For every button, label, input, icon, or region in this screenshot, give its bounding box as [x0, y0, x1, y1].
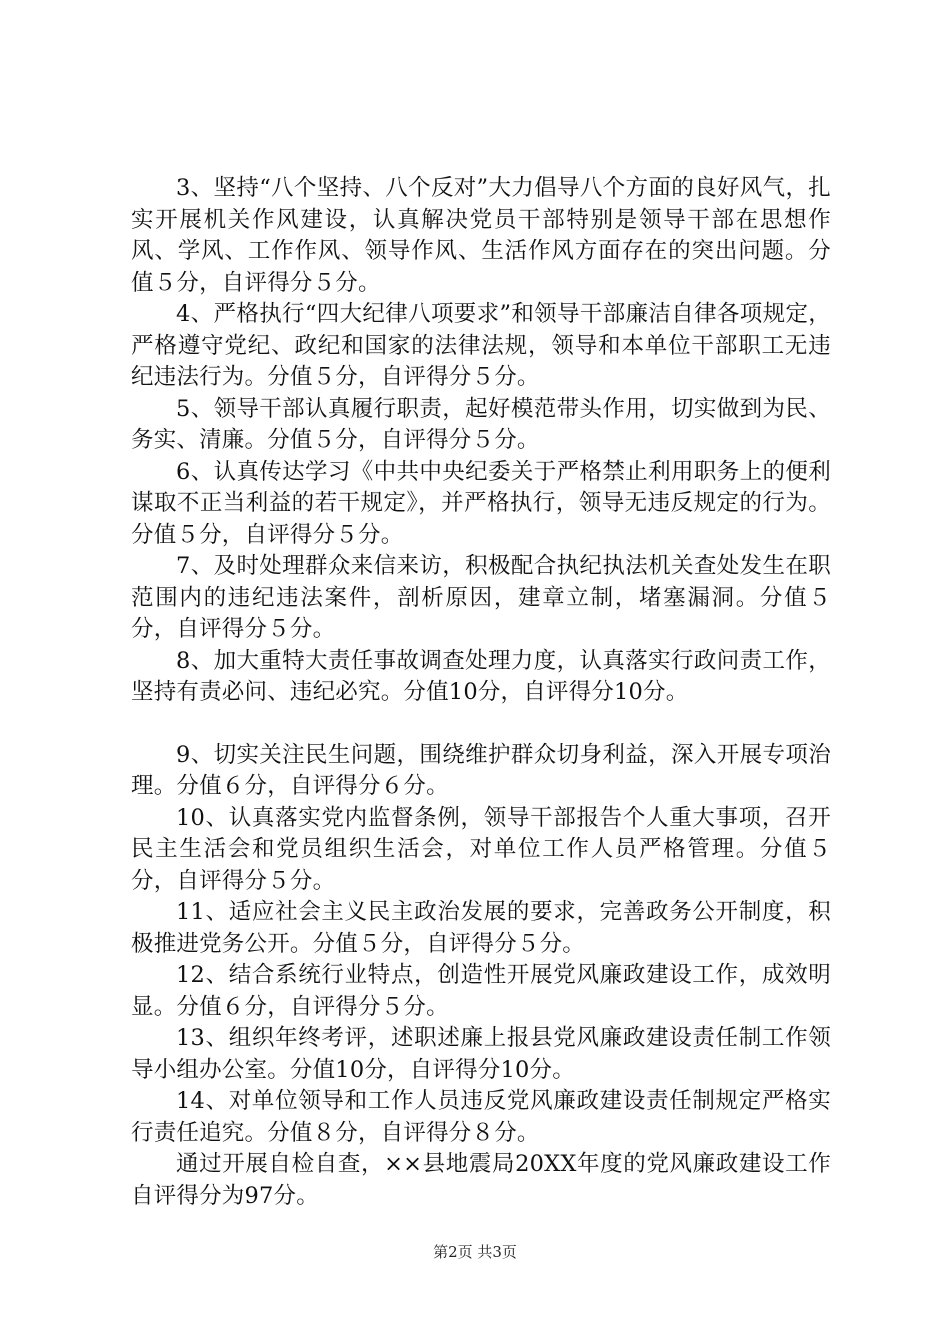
paragraph-item-8: 8、加大重特大责任事故调查处理力度，认真落实行政问责工作，坚持有责必问、违纪必究。分值10分，自评得分10分。 [131, 647, 831, 705]
paragraph-item-4: 4、严格执行“四大纪律八项要求”和领导干部廉洁自律各项规定，严格遵守党纪、政纪和国家的法律法规，领导和本单位干部职工无违纪违法行为。分值５分，自评得分５分。 [131, 301, 831, 390]
paragraph-item-13: 13、组织年终考评，述职述廉上报县党风廉政建设责任制工作领导小组办公室。分值10分，自评得分10分。 [131, 1025, 831, 1083]
paragraph-item-12: 12、结合系统行业特点，创造性开展党风廉政建设工作，成效明显。分值６分，自评得分５分。 [131, 962, 831, 1020]
paragraph-item-14: 14、对单位领导和工作人员违反党风廉政建设责任制规定严格实行责任追究。分值８分，自评得分８分。 [131, 1088, 831, 1146]
paragraph-item-9: 9、切实关注民生问题，围绕维护群众切身利益，深入开展专项治理。分值６分，自评得分６分。 [131, 741, 831, 799]
paragraph-item-5: 5、领导干部认真履行职责，起好模范带头作用，切实做到为民、务实、清廉。分值５分，自评得分５分。 [131, 395, 831, 453]
paragraph-item-3: 3、坚持“八个坚持、八个反对”大力倡导八个方面的良好风气，扎实开展机关作风建设，认真解决党员干部特别是领导干部在思想作风、学风、工作作风、领导作风、生活作风方面存在的突出问题。分值５分，自评得分５分。 [131, 175, 831, 296]
paragraph-conclusion: 通过开展自检自查，××县地震局20XX年度的党风廉政建设工作自评得分为97分。 [131, 1151, 831, 1209]
document-body [131, 173, 831, 1212]
paragraph-item-11: 11、适应社会主义民主政治发展的要求，完善政务公开制度，积极推进党务公开。分值５分，自评得分５分。 [131, 899, 831, 957]
paragraph-item-7: 7、及时处理群众来信来访，积极配合执纪执法机关查处发生在职范围内的违纪违法案件，剖析原因，建章立制，堵塞漏洞。分值５分，自评得分５分。 [131, 553, 831, 642]
paragraph-item-6: 6、认真传达学习《中共中央纪委关于严格禁止利用职务上的便利谋取不正当利益的若干规定》，并严格执行，领导无违反规定的行为。分值５分，自评得分５分。 [131, 458, 831, 548]
page-number-footer: 第2页 共3页 [433, 1243, 517, 1261]
paragraph-item-10: 10、认真落实党内监督条例，领导干部报告个人重大事项，召开民主生活会和党员组织生活会，对单位工作人员严格管理。分值５分，自评得分５分。 [131, 804, 831, 894]
